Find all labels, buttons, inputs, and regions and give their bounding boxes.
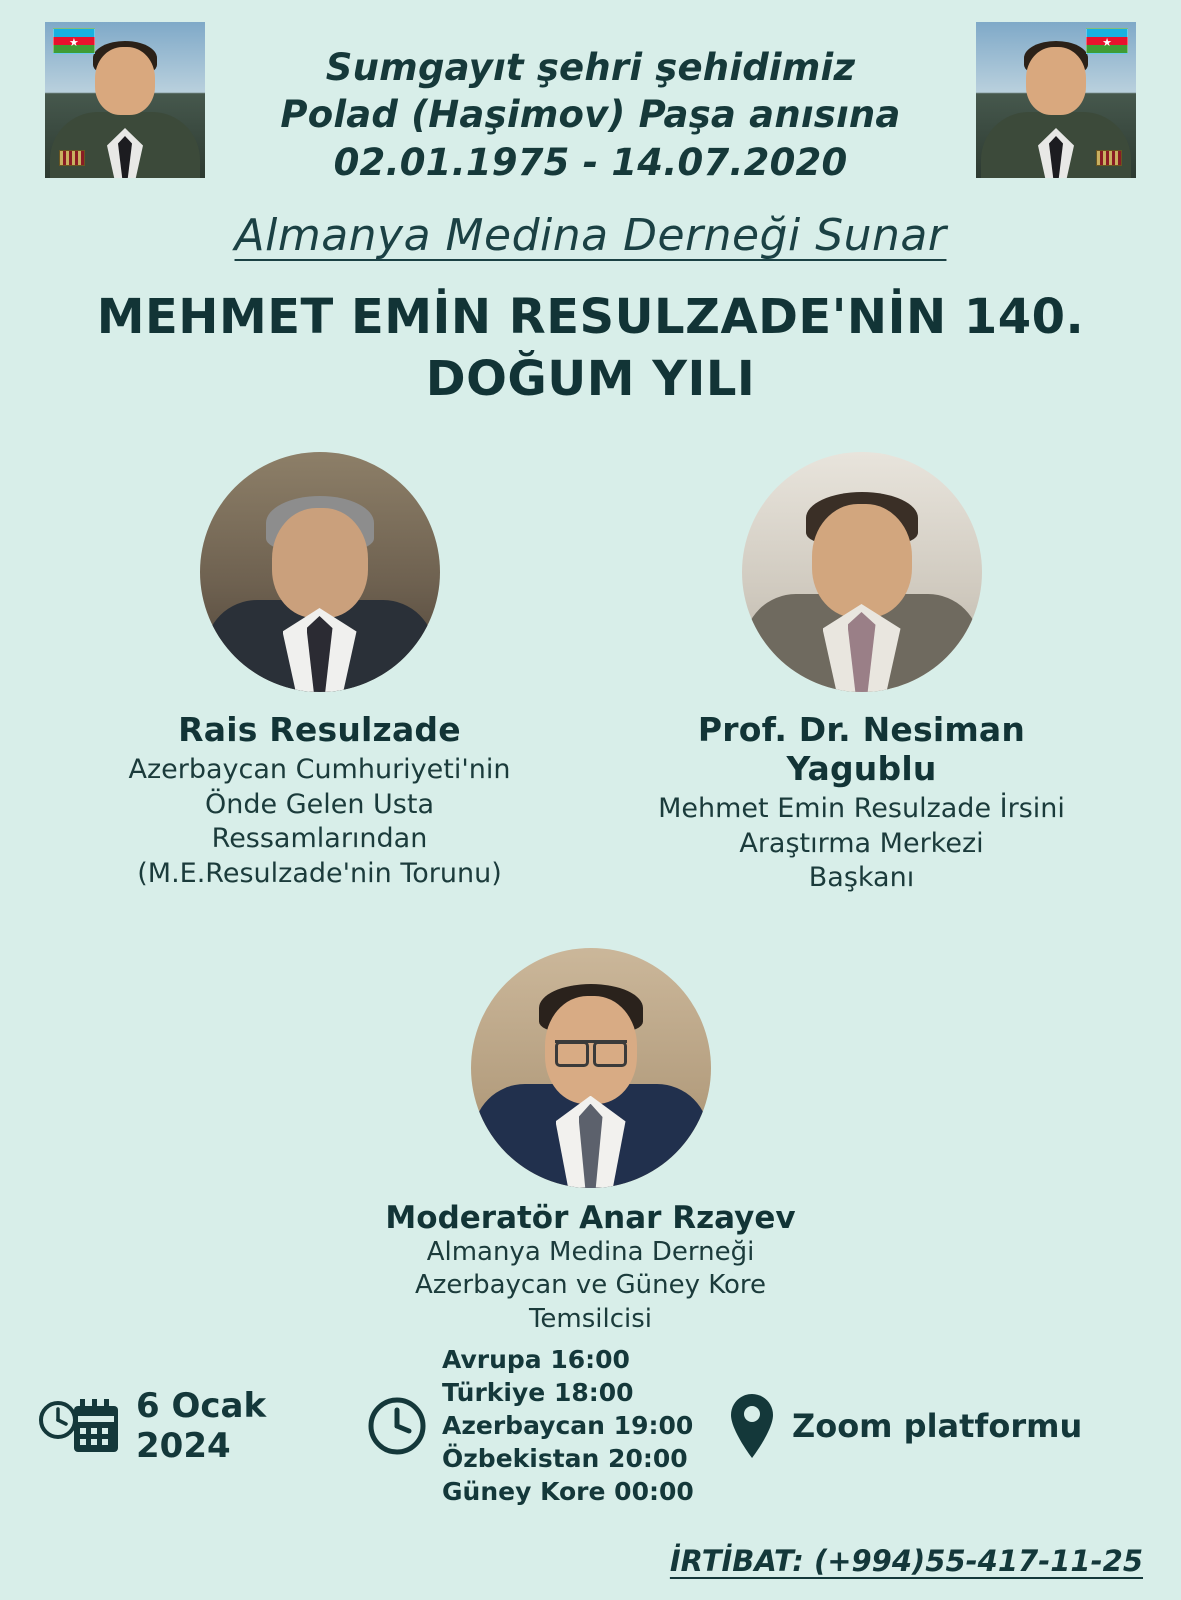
memorial-line-2: Polad (Haşimov) Paşa anısına [280, 93, 901, 137]
time-item: Azerbaycan 19:00 [442, 1411, 694, 1440]
platform-name: Zoom platformu [792, 1406, 1083, 1445]
time-block [366, 1343, 726, 1508]
time-item: Özbekistan 20:00 [442, 1444, 688, 1473]
avatar [742, 452, 982, 692]
time-item: Türkiye 18:00 [442, 1378, 634, 1407]
poster-header [0, 0, 1181, 186]
speaker-role-line: Başkanı [808, 862, 915, 894]
date-block [36, 1386, 366, 1466]
contact-info: İRTİBAT: (+994)55-417-11-25 [669, 1544, 1143, 1578]
speaker-role [105, 753, 535, 891]
avatar [200, 452, 440, 692]
moderator-card [0, 948, 1181, 1337]
moderator-role-line: Almanya Medina Derneği [426, 1236, 755, 1267]
speaker-role [647, 792, 1077, 896]
martyr-photo-left: ★ [45, 22, 205, 178]
speakers-row [0, 452, 1181, 896]
page-title: MEHMET EMİN RESULZADE'NİN 140. DOĞUM YILI [96, 289, 1085, 407]
place-block [726, 1391, 1145, 1461]
clock-icon [366, 1395, 428, 1457]
speaker-name: Prof. Dr. Nesiman Yagublu [697, 709, 1026, 788]
martyr-photo-right: ★ [976, 22, 1136, 178]
calendar-icon [36, 1394, 122, 1458]
moderator-role [0, 1236, 1181, 1337]
avatar [471, 948, 711, 1188]
time-item: Güney Kore 00:00 [442, 1477, 694, 1506]
moderator-role-line: Azerbaycan ve Güney Kore [414, 1270, 767, 1301]
time-list [442, 1343, 694, 1508]
moderator-role-line: Temsilcisi [528, 1304, 653, 1335]
speaker-role-line: Önde Gelen Usta Ressamlarından [205, 788, 434, 855]
memorial-text [215, 22, 966, 186]
moderator-name: Moderatör Anar Rzayev [385, 1199, 796, 1236]
speaker-card [105, 452, 535, 896]
presented-by: Almanya Medina Derneği Sunar [234, 210, 947, 262]
speaker-name: Rais Resulzade [178, 709, 461, 749]
speaker-role-line: Azerbaycan Cumhuriyeti'nin [128, 753, 511, 785]
time-item: Avrupa 16:00 [442, 1345, 630, 1374]
speaker-card [647, 452, 1077, 896]
event-date: 6 Ocak 2024 [136, 1385, 267, 1466]
map-pin-icon [726, 1391, 778, 1461]
memorial-line-3: 02.01.1975 - 14.07.2020 [333, 140, 848, 184]
speaker-role-line: Araştırma Merkezi [739, 827, 984, 859]
speaker-role-line: (M.E.Resulzade'nin Torunu) [137, 857, 502, 889]
memorial-line-1: Sumgayıt şehri şehidimiz [325, 46, 856, 89]
poster-footer [0, 1343, 1181, 1508]
speaker-role-line: Mehmet Emin Resulzade İrsini [658, 792, 1065, 824]
